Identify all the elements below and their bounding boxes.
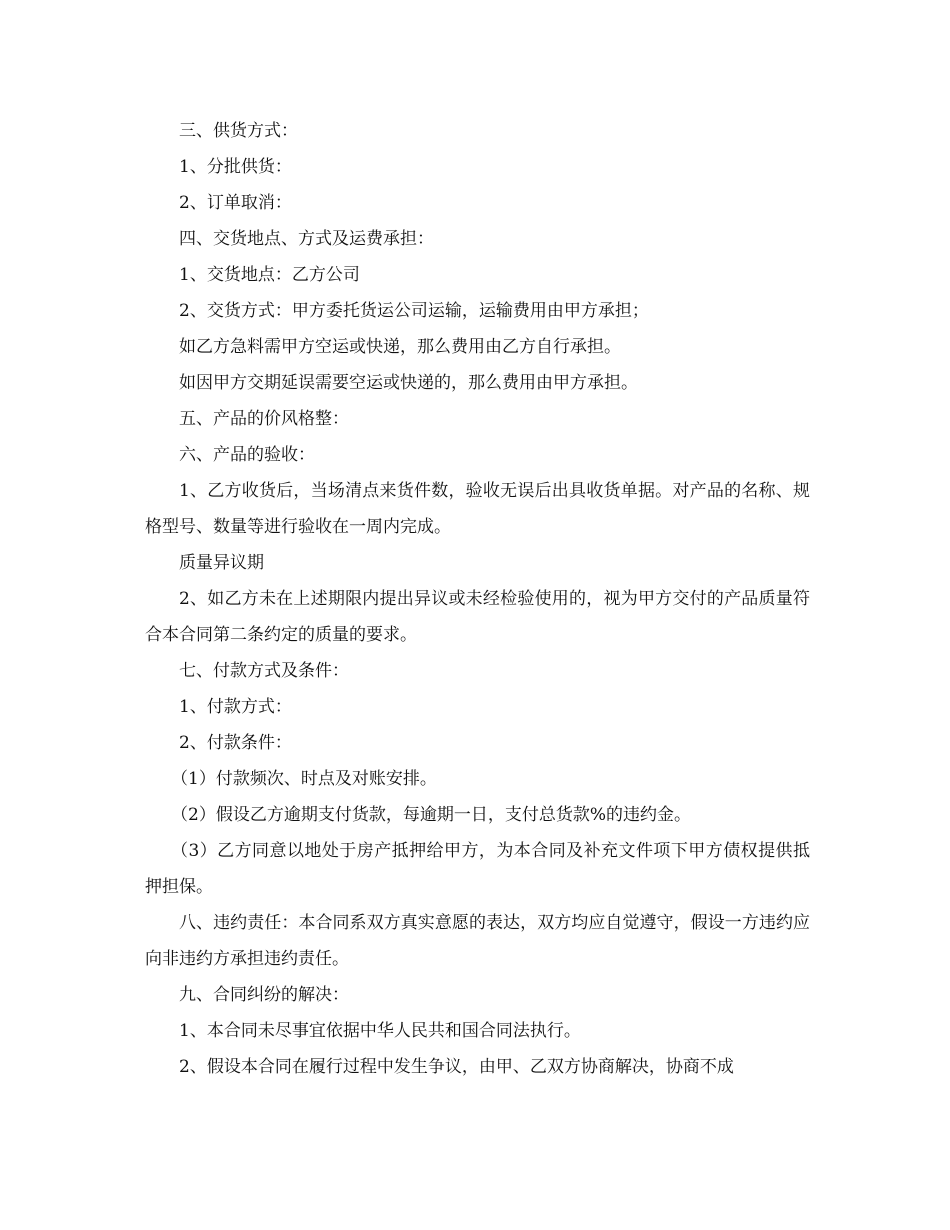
clause-mortgage-guarantee: （3）乙方同意以地处于房产抵押给甲方，为本合同及补充文件项下甲方债权提供抵押担保。 — [145, 841, 810, 897]
clause-delay-shipping: 如因甲方交期延误需要空运或快递的，那么费用由甲方承担。 — [179, 373, 638, 393]
clause-payment-frequency: （1）付款频次、时点及对账安排。 — [171, 769, 437, 789]
clause-payment-conditions: 2、付款条件： — [179, 733, 292, 753]
clause-late-payment: （2）假设乙方逾期支付货款，每逾期一日，支付总货款%的违约金。 — [171, 805, 691, 825]
clause-batch-supply: 1、分批供货： — [179, 157, 292, 177]
clause-urgent-shipping: 如乙方急料需甲方空运或快递，那么费用由乙方自行承担。 — [179, 337, 621, 357]
section-heading-supply-method: 三、供货方式： — [179, 121, 298, 141]
clause-delivery-method: 2、交货方式：甲方委托货运公司运输，运输费用由甲方承担； — [179, 301, 649, 321]
section-heading-delivery: 四、交货地点、方式及运费承担： — [179, 229, 434, 249]
clause-order-cancel: 2、订单取消： — [179, 193, 292, 213]
section-heading-dispute: 九、合同纠纷的解决： — [179, 985, 349, 1005]
clause-governing-law: 1、本合同未尽事宜依据中华人民共和国合同法执行。 — [179, 1021, 581, 1041]
section-heading-acceptance: 六、产品的验收： — [179, 445, 315, 465]
clause-quality-conformity: 2、如乙方未在上述期限内提出异议或未经检验使用的，视为甲方交付的产品质量符合本合同第二条约定的质量的要求。 — [145, 589, 810, 645]
section-breach-liability: 八、违约责任：本合同系双方真实意愿的表达，双方均应自觉遵守，假设一方违约应向非违约方承担违约责任。 — [145, 913, 810, 969]
clause-dispute-negotiation: 2、假设本合同在履行过程中发生争议，由甲、乙双方协商解决，协商不成 — [179, 1057, 734, 1077]
section-heading-price: 五、产品的价风格整： — [179, 409, 349, 429]
clause-payment-method: 1、付款方式： — [179, 697, 292, 717]
document-body — [145, 113, 810, 1085]
clause-quality-objection-period: 质量异议期 — [179, 553, 264, 573]
section-heading-payment: 七、付款方式及条件： — [179, 661, 349, 681]
clause-delivery-location: 1、交货地点：乙方公司 — [179, 265, 360, 285]
clause-acceptance-inspection: 1、乙方收货后，当场清点来货件数，验收无误后出具收货单据。对产品的名称、规格型号、数量等进行验收在一周内完成。 — [145, 481, 810, 537]
